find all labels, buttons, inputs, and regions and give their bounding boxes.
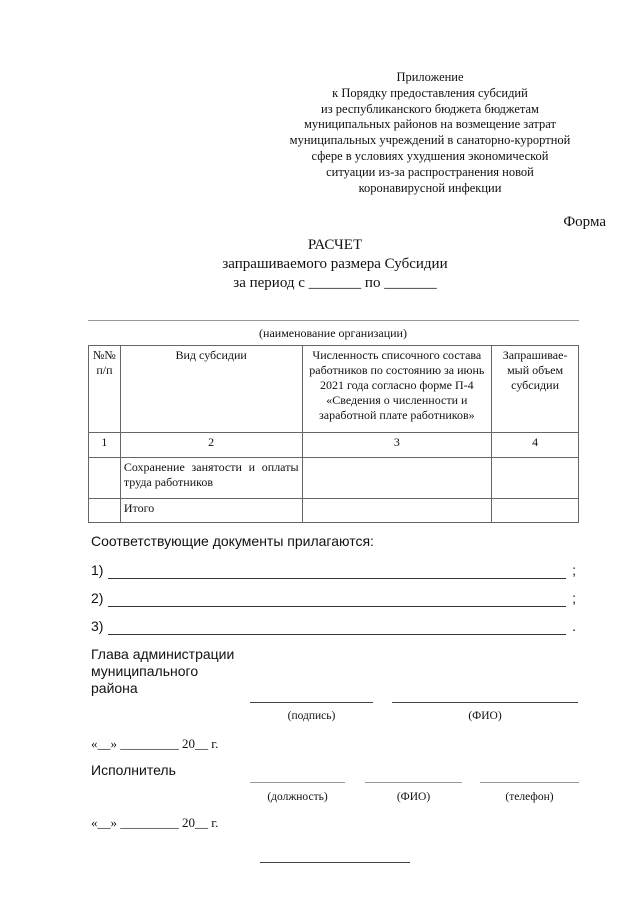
signature-caption: (подпись)	[287, 710, 336, 722]
head-of-administration-title	[91, 646, 234, 697]
full-name-line	[392, 702, 578, 703]
title-line: запрашиваемого размера Субсидии	[222, 256, 448, 272]
table-cell	[492, 458, 579, 499]
title-line: района	[91, 680, 138, 696]
title-period: за период с _______ по _______	[233, 275, 437, 291]
document-item-end: ;	[572, 590, 576, 606]
position-caption: (должность)	[267, 791, 328, 803]
title-line: РАСЧЕТ	[307, 237, 363, 253]
head-signature-date: «__» _________ 20__ г.	[91, 736, 219, 751]
document-item-number: 1)	[91, 562, 104, 578]
table-cell	[89, 458, 121, 499]
footer-separator	[260, 862, 410, 863]
executor-date: «__» _________ 20__ г.	[91, 815, 219, 830]
table-cell	[302, 458, 492, 499]
column-number: 2	[120, 433, 302, 458]
organization-name-line	[88, 320, 579, 321]
appendix-line: коронавирусной инфекции	[358, 180, 502, 195]
phone-caption: (телефон)	[505, 791, 554, 803]
header-cell-headcount: Численность списочного состава работников по состоянию за июнь 2021 года согласно форме П-4 «Сведения о численности и заработной плате работников»	[302, 346, 492, 433]
executor-name-caption: (ФИО)	[396, 791, 431, 803]
document-fill-line	[108, 606, 566, 607]
table-cell	[89, 499, 121, 523]
title-line: Глава администрации	[91, 646, 235, 662]
appendix-line: ситуации из-за распространения новой	[326, 164, 534, 179]
full-name-caption: (ФИО)	[468, 710, 502, 722]
appendix-line: к Порядку предоставления субсидий	[332, 85, 528, 100]
executor-title: Исполнитель	[91, 762, 176, 778]
appendix-line: муниципальных районов на возмещение затрат	[304, 117, 556, 132]
documents-heading: Соответствующие документы прилагаются:	[91, 533, 374, 549]
document-title	[100, 236, 570, 293]
table-row	[89, 458, 579, 499]
title-line: муниципального	[91, 663, 199, 679]
header-cell-subsidy-type: Вид субсидии	[120, 346, 302, 433]
table-number-row	[89, 433, 579, 458]
appendix-line: сфере в условиях ухудшения экономической	[311, 148, 549, 163]
table-row-total	[89, 499, 579, 523]
organization-caption: (наименование организации)	[259, 326, 407, 340]
column-number: 3	[302, 433, 492, 458]
table-cell-total-label: Итого	[120, 499, 302, 523]
calculation-table	[88, 345, 579, 523]
document-item-end: .	[572, 618, 576, 634]
phone-line	[480, 782, 579, 783]
table-cell-subsidy-type: Сохранение занятости и оплаты труда работников	[120, 458, 302, 499]
document-item-number: 3)	[91, 618, 104, 634]
form-label: Форма	[563, 214, 606, 230]
column-number: 4	[492, 433, 579, 458]
appendix-line: Приложение	[396, 70, 464, 84]
position-line	[250, 782, 345, 783]
document-item-number: 2)	[91, 590, 104, 606]
document-fill-line	[108, 578, 566, 579]
table-cell	[302, 499, 492, 523]
appendix-line: муниципальных учреждений в санаторно-курортной	[289, 133, 571, 148]
header-cell-requested-amount: Запрашивае-мый объем субсидии	[492, 346, 579, 433]
document-fill-line	[108, 634, 566, 635]
document-item-end: ;	[572, 562, 576, 578]
header-cell-number: №№ п/п	[89, 346, 121, 433]
column-number: 1	[89, 433, 121, 458]
signature-line	[250, 702, 373, 703]
table-cell	[492, 499, 579, 523]
table-header-row	[89, 346, 579, 433]
appendix-line: из республиканского бюджета бюджетам	[321, 101, 539, 116]
executor-name-line	[365, 782, 462, 783]
appendix-note	[270, 70, 590, 196]
